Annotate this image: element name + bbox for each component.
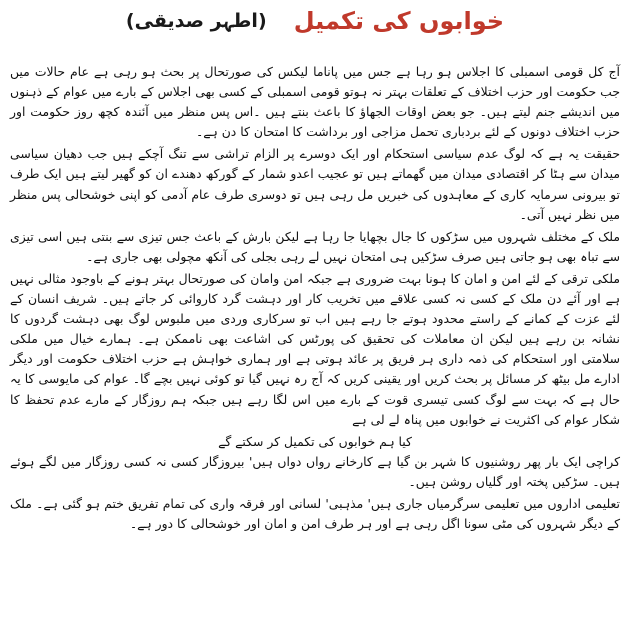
paragraph: ملک کے مختلف شہروں میں سڑکوں کا جال بچھایا جا رہا ہے لیکن بارش کے باعث جس تیزی سے بنتی ہیں اسی تیزی سے تباہ بھی ہو جاتی ہیں صرف سڑکیں ہی امتحان نہیں لے رہی بجلی کی آنکھ مچولی بھی جاری ہے۔ [10,228,620,264]
paragraph: آج کل قومی اسمبلی کا اجلاس ہو رہا ہے جس میں پاناما لیکس کی صورتحال پر بحث ہو رہی ہے عام حالات میں جب حکومت اور حزب اختلاف کے تعلقات بہتر نہ ہوتو قومی اسمبلی کے کسی بھی اجلاس کے بارے میں عوام کے ذہنوں میں اندیشے جنم لیتے ہیں۔ جو بعض اوقات الجھاؤ کا باعث بنتے ہیں ۔اس پس منظر میں آئندہ کچھ روز حکومت اور حزب اختلاف دونوں کے لئے بردباری تحمل مزاجی اور برداشت کا امتحان کا دن ہے۔ [10,64,620,140]
article-author: (اطہر صدیقی) [125,10,267,32]
paragraph: کراچی ایک بار پھر روشنیوں کا شہر بن گیا ہے کارخانے رواں دواں ہیں' بیروزگار کسی نہ کسی روزگار میں لگے ہوئے ہیں۔ سڑکیں پختہ اور گلیاں روشن ہیں۔ [10,453,620,489]
article-title: خوابوں کی تکمیل [293,7,505,35]
article-header [0,4,630,38]
section-subheading: کیا ہم خوابوں کی تکمیل کر سکتے گے [218,433,412,449]
paragraph: ملکی ترقی کے لئے امن و امان کا ہونا بہت ضروری ہے جبکہ امن وامان کی صورتحال بہتر ہونے کے باوجود مثالی نہیں ہے اور آئے دن ملک کے کسی نہ کسی علاقے میں تخریب کار اور دہشت گرد کاروائی کر جاتے ہیں۔ شریف انسان کے لئے عزت کے کمانے کے راستے محدود ہوتے جا رہے ہیں اب تو سرکاری وردی میں ملبوس لوگ بھی دہشت گردوں کا نشانہ بن رہے ہیں لیکن ان معاملات کی تحقیق کی پورٹس کی اشاعت بھی ناممکن ہے۔ ہمارے خیال میں ملکی سلامتی اور استحکام کی ذمہ داری ہر فریق پر عائد ہوتی ہے اور ہماری خواہش ہے حزب اختلاف حکومت اور دیگر ادارے مل بیٹھ کر مسائل پر بحث کریں اور یقینی کریں کہ آج رہ نہیں گیا تو کوئی نہیں بچے گا۔ عوام کی مایوسی کا یہ حال ہے کہ بہت سے لوگ کسی تیسری قوت کے بارے میں اس لگا رہے ہیں جبکہ ہم روزگار کے مارے عدم تحفظ کا شکار عوام کی اکثریت نے خوابوں میں پناہ لے لی ہے [10,270,620,427]
article-body [10,62,620,536]
paragraph: تعلیمی اداروں میں تعلیمی سرگرمیاں جاری ہیں' مذہبی' لسانی اور فرقہ واری کی تمام تفریق ختم ہو گئی ہے۔ ملک کے دیگر شہروں کی مٹی سونا اگل رہی ہے اور ہر طرف امن و امان اور خوشحالی کا دور ہے۔ [10,495,620,532]
paragraph: حقیقت یہ ہے کہ لوگ عدم سیاسی استحکام اور ایک دوسرے پر الزام تراشی سے تنگ آچکے ہیں جب دھیان سیاسی میدان سے ہٹا کر اقتصادی میدان میں گھماتے ہیں تو عجیب اعدو شمار کے گورکھ دھندے ان کو گھیر لیتے ہیں ایک طرف تو بیرونی سرمایہ کاری کے معاہدوں کی خبریں مل رہی ہیں تو دوسری طرف عام آدمی کو اپنی خوشحالی پس منظر میں نظر نہیں آتی۔ [10,146,620,222]
